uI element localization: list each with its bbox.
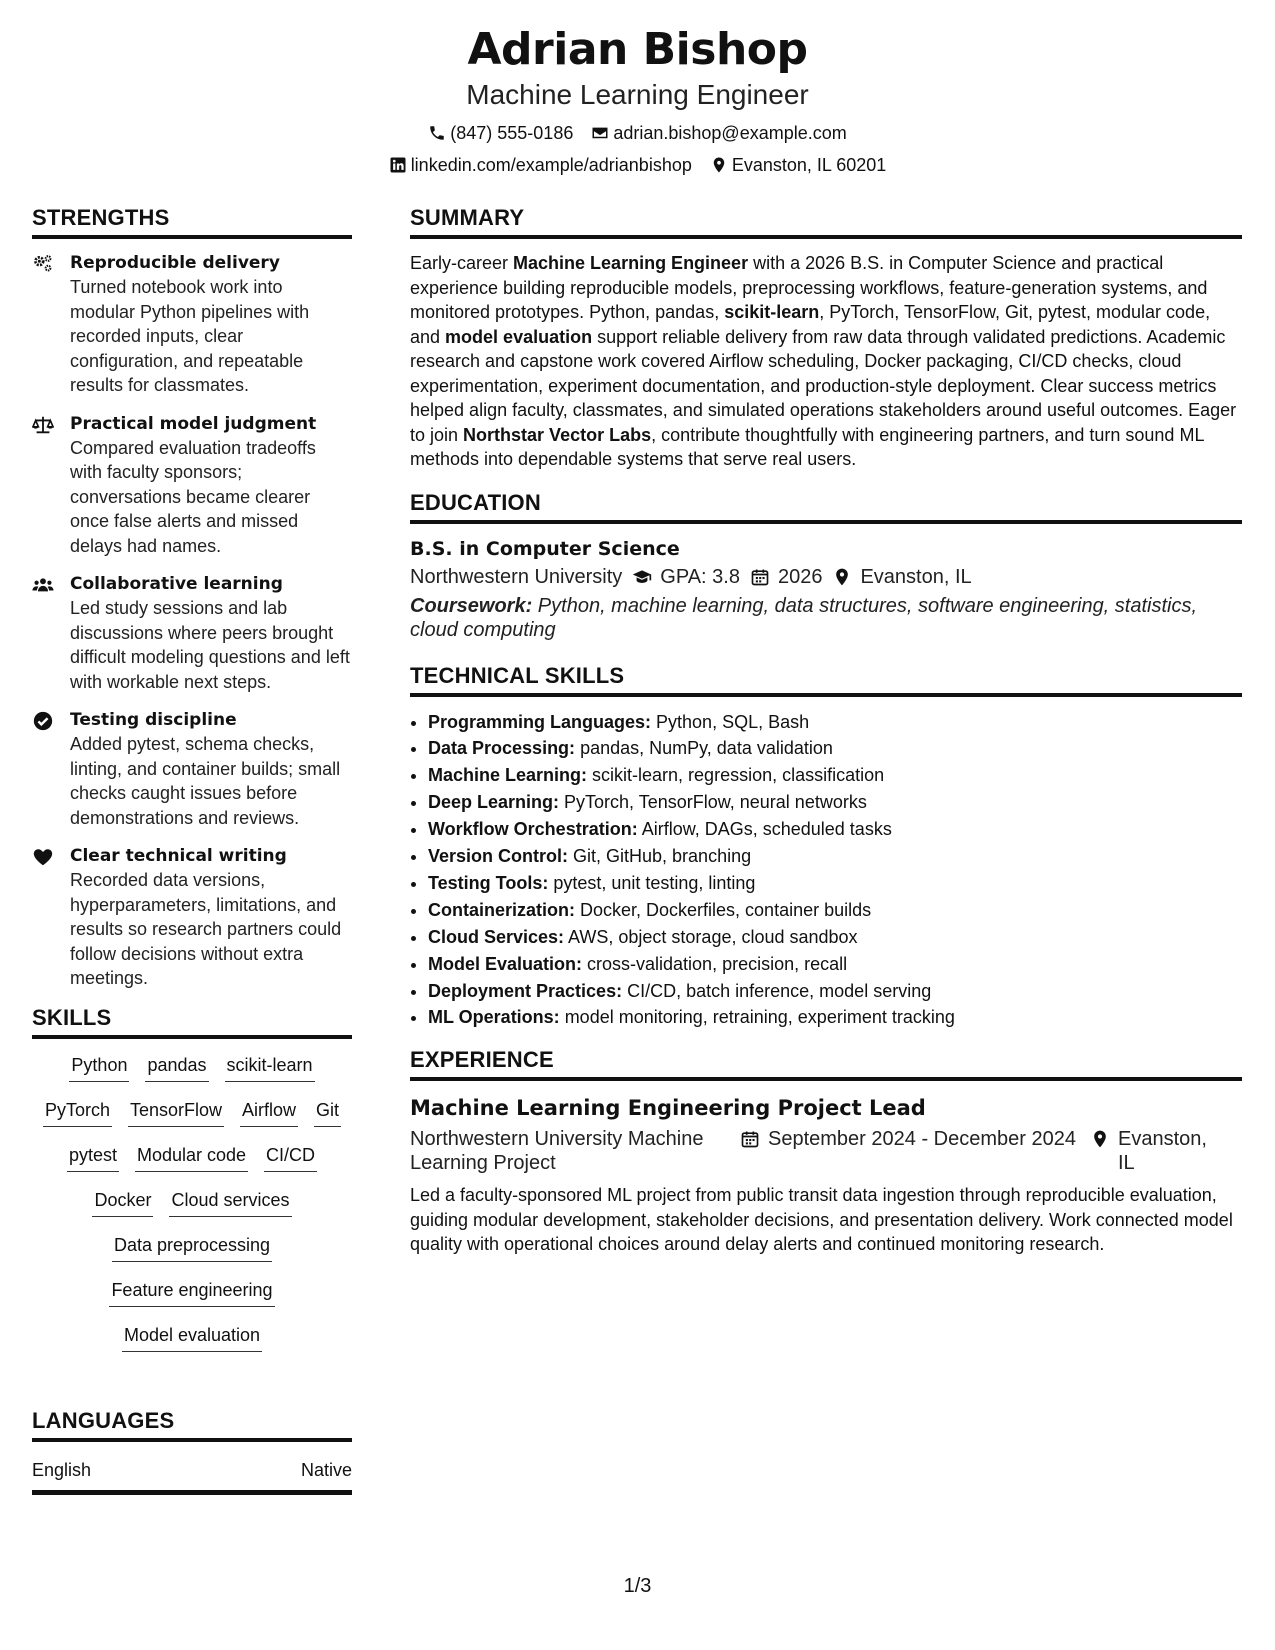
candidate-title: Machine Learning Engineer — [466, 79, 809, 110]
email-link[interactable]: adrian.bishop@example.com — [613, 123, 847, 143]
list-item: • Deployment Practices: CI/CD, batch inference, model serving — [428, 978, 1242, 1005]
calendar-icon — [740, 1129, 760, 1149]
list-item: • Workflow Orchestration: Airflow, DAGs, scheduled tasks — [428, 816, 1242, 843]
contact-row-2 — [0, 154, 1275, 176]
skill-chip: Model evaluation — [122, 1323, 262, 1352]
page-number: 1/3 — [623, 1575, 652, 1597]
skill-chip: Python — [69, 1053, 129, 1082]
check-circle-icon — [32, 710, 54, 732]
language-name: English — [32, 1459, 92, 1480]
strength-item — [32, 708, 352, 830]
skill-chip: Data preprocessing — [112, 1233, 272, 1262]
skill-row — [32, 1233, 352, 1278]
left-column — [32, 205, 352, 1495]
skill-chip: scikit-learn — [225, 1053, 315, 1082]
map-pin-icon — [710, 156, 728, 174]
list-item: • Testing Tools: pytest, unit testing, linting — [428, 870, 1242, 897]
list-item: • Machine Learning: scikit-learn, regression, classification — [428, 762, 1242, 789]
strength-title: Clear technical writing — [70, 846, 287, 866]
skills-heading: SKILLS — [32, 1005, 352, 1039]
skill-chip: PyTorch — [43, 1098, 112, 1127]
skill-chip: pytest — [67, 1143, 119, 1172]
skill-chip: CI/CD — [264, 1143, 317, 1172]
skill-row — [32, 1053, 352, 1098]
scale-icon — [32, 414, 54, 436]
strengths-list — [32, 251, 352, 991]
coursework-text: Coursework: Python, machine learning, data structures, software engineering, statistics, cloud computing — [410, 594, 1198, 641]
resume-header — [0, 24, 1275, 176]
location-text: Evanston, IL 60201 — [731, 155, 887, 175]
skill-row — [32, 1323, 352, 1368]
linkedin-link[interactable]: linkedin.com/example/adrianbishop — [410, 155, 692, 175]
phone-text: (847) 555-0186 — [450, 123, 574, 143]
language-row — [32, 1454, 352, 1495]
strength-desc: Compared evaluation tradeoffs with faculty sponsors; conversations became clearer once false alerts and missed delays had names. — [70, 437, 316, 556]
skill-chip: pandas — [145, 1053, 208, 1082]
skill-row — [32, 1278, 352, 1323]
education-heading: EDUCATION — [410, 490, 1242, 524]
contact-email[interactable] — [591, 122, 846, 144]
skill-chip: Git — [314, 1098, 341, 1127]
contact-row-1 — [0, 122, 1275, 144]
skills-chip-list — [32, 1051, 352, 1368]
right-column — [410, 205, 1242, 1257]
map-pin-icon — [832, 567, 852, 587]
calendar-icon — [750, 567, 770, 587]
language-level: Native — [300, 1459, 352, 1480]
summary-text: Early-career Machine Learning Engineer with a 2026 B.S. in Computer Science and practical experience building reproducible models, preprocessing workflows, feature-generation systems, and monitored prototypes. Python, pandas, scikit-learn, PyTorch, TensorFlow, Git, pytest, modular code, and model evaluation support reliable delivery from raw data through validated predictions. Academic research and capstone work covered Airflow scheduling, Docker packaging, CI/CD checks, cloud experimentation, experiment documentation, and production-style deployment. Clear success metrics helped align faculty, classmates, and simulated operations stakeholders around useful outcomes. Eager to join Northstar Vector Labs, contribute thoughtfully with engineering partners, and turn sound ML methods into dependable systems that serve real users. — [410, 253, 1237, 469]
skill-row — [32, 1188, 352, 1233]
skill-chip: Cloud services — [169, 1188, 291, 1217]
phone-icon — [428, 124, 446, 142]
list-item: • Deep Learning: PyTorch, TensorFlow, neural networks — [428, 789, 1242, 816]
job-location: Evanston, IL — [1118, 1128, 1207, 1175]
strength-title: Testing discipline — [70, 710, 237, 730]
job-title: Machine Learning Engineering Project Lead — [410, 1096, 926, 1121]
job-entry — [410, 1093, 1242, 1257]
contact-linkedin[interactable] — [389, 154, 692, 176]
list-item: • Containerization: Docker, Dockerfiles, container builds — [428, 897, 1242, 924]
strength-title: Practical model judgment — [70, 413, 317, 434]
gpa-text: GPA: 3.8 — [660, 565, 740, 588]
envelope-icon — [591, 124, 609, 142]
school-name: Northwestern University — [410, 565, 623, 588]
linkedin-icon — [389, 156, 407, 174]
strength-item — [32, 412, 352, 559]
strength-desc: Turned notebook work into modular Python pipelines with recorded inputs, clear configuration, and repeatable results for classmates. — [70, 277, 310, 395]
strengths-heading: STRENGTHS — [32, 205, 352, 239]
strength-desc: Recorded data versions, hyperparameters, limitations, and results so research partners could follow decisions without extra meetings. — [70, 870, 342, 988]
strength-item — [32, 844, 352, 991]
list-item: • Cloud Services: AWS, object storage, cloud sandbox — [428, 924, 1242, 951]
strength-desc: Led study sessions and lab discussions where peers brought difficult modeling questions and left with workable next steps. — [70, 598, 350, 692]
contact-location — [710, 154, 886, 176]
heart-icon — [32, 846, 54, 868]
graduation-year: 2026 — [777, 565, 823, 588]
summary-heading: SUMMARY — [410, 205, 1242, 239]
strength-item — [32, 572, 352, 694]
list-item: • ML Operations: model monitoring, retraining, experiment tracking — [428, 1004, 1242, 1031]
job-dates: September 2024 - December 2024 — [768, 1128, 1076, 1151]
graduation-cap-icon — [632, 567, 652, 587]
languages-heading: LANGUAGES — [32, 1408, 352, 1442]
strength-title: Collaborative learning — [70, 574, 283, 594]
skill-row — [32, 1098, 352, 1143]
list-item: • Version Control: Git, GitHub, branching — [428, 843, 1242, 870]
education-meta — [410, 562, 1242, 592]
degree-title: B.S. in Computer Science — [410, 537, 680, 560]
strength-item — [32, 251, 352, 398]
contact-phone — [428, 122, 573, 144]
skill-chip: Docker — [92, 1188, 153, 1217]
skill-chip: Modular code — [135, 1143, 248, 1172]
experience-heading: EXPERIENCE — [410, 1047, 1242, 1081]
job-org: Northwestern University Machine Learning Project — [410, 1128, 704, 1175]
list-item: • Data Processing: pandas, NumPy, data validation — [428, 735, 1242, 762]
technical-skills-list — [410, 709, 1242, 1032]
list-item: • Programming Languages: Python, SQL, Bash — [428, 709, 1242, 736]
skill-chip: Airflow — [240, 1098, 298, 1127]
skill-chip: Feature engineering — [109, 1278, 274, 1307]
skill-row — [32, 1143, 352, 1188]
strength-desc: Added pytest, schema checks, linting, and container builds; small checks caught issues before demonstrations and reviews. — [70, 734, 341, 828]
candidate-name: Adrian Bishop — [467, 24, 808, 75]
gears-icon — [32, 253, 54, 275]
job-description: Led a faculty-sponsored ML project from public transit data ingestion through reproducible evaluation, guiding modular development, stakeholder decisions, and presentation delivery. Work connected model quality with operational choices around delay alerts and continued monitoring research. — [410, 1185, 1233, 1255]
list-item: • Model Evaluation: cross-validation, precision, recall — [428, 951, 1242, 978]
users-icon — [32, 574, 54, 596]
map-pin-icon — [1090, 1129, 1110, 1149]
job-meta — [410, 1127, 1242, 1175]
strength-title: Reproducible delivery — [70, 253, 280, 273]
skill-chip: TensorFlow — [128, 1098, 224, 1127]
technical-skills-heading: TECHNICAL SKILLS — [410, 663, 1242, 697]
school-location: Evanston, IL — [860, 565, 972, 588]
